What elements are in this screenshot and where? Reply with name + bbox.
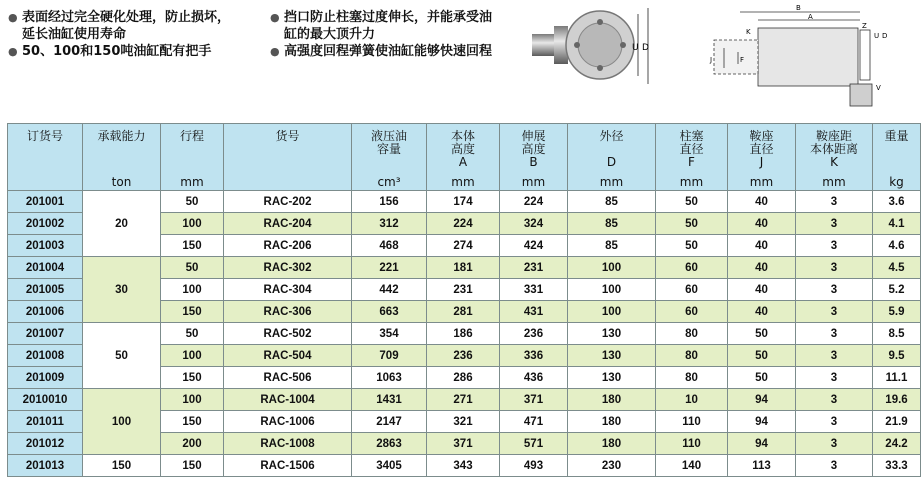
- cell-stroke: 150: [161, 301, 224, 323]
- cylinder-photo: [528, 6, 658, 94]
- cell-a: 281: [427, 301, 500, 323]
- column-header: [500, 124, 568, 191]
- column-header: [656, 124, 728, 191]
- order-number-cell: 201009: [8, 367, 83, 389]
- dim-label-j: J: [710, 56, 713, 64]
- order-number-cell: 201008: [8, 345, 83, 367]
- order-number-cell: 201004: [8, 257, 83, 279]
- cell-d: 100: [568, 257, 656, 279]
- table-header: [8, 124, 921, 191]
- cell-a: 236: [427, 345, 500, 367]
- feature-item: [270, 43, 492, 60]
- cell-a: 286: [427, 367, 500, 389]
- cell-j: 94: [728, 433, 796, 455]
- cell-kg: 5.2: [873, 279, 921, 301]
- cell-f: 50: [656, 213, 728, 235]
- dim-label-v: V: [876, 84, 881, 92]
- cell-model: RAC-304: [224, 279, 352, 301]
- cell-d: 100: [568, 279, 656, 301]
- cell-kg: 33.3: [873, 455, 921, 477]
- table-row: [8, 455, 921, 477]
- column-header-label: 订货号: [26, 129, 63, 143]
- column-header-unit: mm: [451, 175, 475, 189]
- cell-k: 3: [796, 455, 873, 477]
- cell-model: RAC-302: [224, 257, 352, 279]
- table-body: [8, 191, 921, 477]
- column-header-unit: [8, 176, 82, 189]
- dimension-drawing: [700, 0, 896, 110]
- cell-d: 85: [568, 191, 656, 213]
- cell-k: 3: [796, 367, 873, 389]
- cell-f: 10: [656, 389, 728, 411]
- cell-f: 50: [656, 235, 728, 257]
- column-header: [8, 124, 83, 191]
- column-header-label: 柱塞 直径 F: [679, 129, 704, 169]
- cell-kg: 4.1: [873, 213, 921, 235]
- column-header-unit: [224, 176, 351, 189]
- feature-item-continued: [8, 26, 230, 43]
- cell-stroke: 100: [161, 213, 224, 235]
- order-number-cell: 201002: [8, 213, 83, 235]
- cell-kg: 9.5: [873, 345, 921, 367]
- cell-oil: 221: [352, 257, 427, 279]
- cell-f: 80: [656, 367, 728, 389]
- cell-f: 50: [656, 191, 728, 213]
- order-number-cell: 201013: [8, 455, 83, 477]
- order-number-cell: 201007: [8, 323, 83, 345]
- cell-oil: 2147: [352, 411, 427, 433]
- cell-a: 231: [427, 279, 500, 301]
- cell-d: 180: [568, 389, 656, 411]
- cell-j: 113: [728, 455, 796, 477]
- column-header-label: 伸展 高度 B: [521, 129, 546, 169]
- cell-stroke: 100: [161, 389, 224, 411]
- cell-a: 174: [427, 191, 500, 213]
- cell-b: 236: [500, 323, 568, 345]
- column-header-unit: kg: [889, 175, 904, 189]
- cell-f: 110: [656, 433, 728, 455]
- cell-a: 224: [427, 213, 500, 235]
- capacity-cell: 100: [83, 389, 161, 455]
- cell-k: 3: [796, 235, 873, 257]
- dim-label-d: D: [882, 32, 888, 40]
- cell-d: 85: [568, 213, 656, 235]
- cell-d: 180: [568, 433, 656, 455]
- cell-b: 424: [500, 235, 568, 257]
- cell-b: 493: [500, 455, 568, 477]
- column-header: [796, 124, 873, 191]
- order-number-cell: 2010010: [8, 389, 83, 411]
- cell-k: 3: [796, 257, 873, 279]
- feature-text: 表面经过完全硬化处理，防止损坏，: [22, 10, 231, 25]
- feature-item: [8, 43, 230, 60]
- cell-stroke: 100: [161, 279, 224, 301]
- order-number-cell: 201005: [8, 279, 83, 301]
- cell-b: 371: [500, 389, 568, 411]
- capacity-cell: 30: [83, 257, 161, 323]
- cell-k: 3: [796, 389, 873, 411]
- column-header: [83, 124, 161, 191]
- cell-kg: 21.9: [873, 411, 921, 433]
- column-header: [352, 124, 427, 191]
- cell-j: 40: [728, 301, 796, 323]
- spec-table: [7, 123, 921, 477]
- cell-d: 130: [568, 345, 656, 367]
- cell-model: RAC-1506: [224, 455, 352, 477]
- cell-j: 40: [728, 257, 796, 279]
- dim-label-d: D: [642, 43, 649, 53]
- feature-text: 50、100和150吨油缸配有把手: [22, 44, 212, 59]
- cell-kg: 11.1: [873, 367, 921, 389]
- feature-item-continued: [270, 26, 492, 43]
- cell-j: 94: [728, 411, 796, 433]
- cell-oil: 663: [352, 301, 427, 323]
- feature-list-left: [8, 9, 230, 60]
- cell-b: 331: [500, 279, 568, 301]
- cell-model: RAC-306: [224, 301, 352, 323]
- column-header-label: 本体 高度 A: [450, 129, 475, 169]
- cell-a: 271: [427, 389, 500, 411]
- cell-f: 140: [656, 455, 728, 477]
- cell-oil: 156: [352, 191, 427, 213]
- dim-label-z: Z: [862, 22, 867, 30]
- cell-d: 180: [568, 411, 656, 433]
- column-header-unit: mm: [521, 175, 546, 189]
- cell-model: RAC-506: [224, 367, 352, 389]
- cell-kg: 24.2: [873, 433, 921, 455]
- cell-model: RAC-502: [224, 323, 352, 345]
- bullet-icon: ●: [270, 45, 280, 58]
- column-header-label: 货号: [275, 129, 300, 143]
- feature-text: 缸的最大顶升力: [284, 27, 376, 42]
- column-header-label: 承载能力: [97, 129, 146, 143]
- capacity-cell: 20: [83, 191, 161, 257]
- feature-text: 挡口防止柱塞过度伸长，并能承受油: [284, 10, 493, 25]
- capacity-cell: 150: [83, 455, 161, 477]
- cell-f: 80: [656, 323, 728, 345]
- cell-b: 224: [500, 191, 568, 213]
- cell-stroke: 100: [161, 345, 224, 367]
- cell-model: RAC-504: [224, 345, 352, 367]
- order-number-cell: 201012: [8, 433, 83, 455]
- cell-f: 60: [656, 257, 728, 279]
- dim-label-k: K: [746, 28, 751, 36]
- order-number-cell: 201006: [8, 301, 83, 323]
- cell-k: 3: [796, 279, 873, 301]
- capacity-cell: 50: [83, 323, 161, 389]
- cell-stroke: 150: [161, 235, 224, 257]
- column-header-label: 鞍座距 本体距离 K: [809, 129, 858, 169]
- column-header-label: 重量: [884, 129, 909, 143]
- cell-b: 324: [500, 213, 568, 235]
- cell-j: 94: [728, 389, 796, 411]
- column-header-unit: mm: [180, 175, 204, 189]
- bullet-icon: ●: [8, 45, 18, 58]
- table-row: [8, 191, 921, 213]
- cell-f: 80: [656, 345, 728, 367]
- column-header: [568, 124, 656, 191]
- cell-kg: 4.5: [873, 257, 921, 279]
- cell-k: 3: [796, 191, 873, 213]
- cell-d: 85: [568, 235, 656, 257]
- column-header: [728, 124, 796, 191]
- cell-a: 186: [427, 323, 500, 345]
- cell-stroke: 200: [161, 433, 224, 455]
- cell-oil: 1063: [352, 367, 427, 389]
- table-row: [8, 389, 921, 411]
- cell-a: 181: [427, 257, 500, 279]
- cell-kg: 8.5: [873, 323, 921, 345]
- cell-d: 130: [568, 367, 656, 389]
- cell-oil: 1431: [352, 389, 427, 411]
- bullet-icon: ●: [8, 11, 18, 24]
- cell-d: 130: [568, 323, 656, 345]
- cell-k: 3: [796, 301, 873, 323]
- cell-model: RAC-202: [224, 191, 352, 213]
- cell-oil: 442: [352, 279, 427, 301]
- cell-oil: 2863: [352, 433, 427, 455]
- cell-oil: 709: [352, 345, 427, 367]
- column-header: [224, 124, 352, 191]
- table-row: [8, 323, 921, 345]
- cell-kg: 3.6: [873, 191, 921, 213]
- feature-item: [8, 9, 230, 26]
- cell-f: 60: [656, 279, 728, 301]
- table-row: [8, 257, 921, 279]
- cell-a: 321: [427, 411, 500, 433]
- cell-j: 50: [728, 323, 796, 345]
- column-header-unit: mm: [822, 175, 846, 189]
- cell-stroke: 50: [161, 323, 224, 345]
- cell-b: 436: [500, 367, 568, 389]
- cell-k: 3: [796, 411, 873, 433]
- cell-b: 431: [500, 301, 568, 323]
- cell-j: 50: [728, 367, 796, 389]
- cell-b: 471: [500, 411, 568, 433]
- column-header: [427, 124, 500, 191]
- column-header-unit: cm³: [377, 175, 401, 189]
- cell-a: 371: [427, 433, 500, 455]
- order-number-cell: 201011: [8, 411, 83, 433]
- cell-model: RAC-204: [224, 213, 352, 235]
- cell-f: 60: [656, 301, 728, 323]
- cell-oil: 468: [352, 235, 427, 257]
- dim-label-f: F: [740, 56, 745, 64]
- cell-j: 50: [728, 345, 796, 367]
- column-header-label: 行程: [179, 129, 204, 143]
- cell-f: 110: [656, 411, 728, 433]
- cell-kg: 5.9: [873, 301, 921, 323]
- column-header-label: 外径 D: [599, 129, 624, 169]
- column-header: [161, 124, 224, 191]
- dim-label-u: U: [874, 32, 880, 40]
- feature-item: [270, 9, 492, 26]
- cell-j: 40: [728, 191, 796, 213]
- column-header-unit: ton: [111, 175, 132, 189]
- plunger-face: [578, 23, 622, 67]
- cell-d: 230: [568, 455, 656, 477]
- cell-k: 3: [796, 433, 873, 455]
- cell-model: RAC-1006: [224, 411, 352, 433]
- cell-model: RAC-206: [224, 235, 352, 257]
- cell-b: 231: [500, 257, 568, 279]
- cell-a: 274: [427, 235, 500, 257]
- order-number-cell: 201001: [8, 191, 83, 213]
- dim-label-u: U: [632, 43, 639, 53]
- feature-text: 延长油缸使用寿命: [22, 27, 127, 42]
- cell-stroke: 150: [161, 367, 224, 389]
- column-header-unit: mm: [749, 175, 774, 189]
- cell-j: 40: [728, 279, 796, 301]
- cell-j: 40: [728, 235, 796, 257]
- cell-k: 3: [796, 345, 873, 367]
- cell-oil: 3405: [352, 455, 427, 477]
- column-header-label: 鞍座 直径 J: [749, 129, 774, 169]
- cell-stroke: 50: [161, 191, 224, 213]
- cell-b: 336: [500, 345, 568, 367]
- feature-text: 高强度回程弹簧使油缸能够快速回程: [284, 44, 493, 59]
- column-header: [873, 124, 921, 191]
- cell-stroke: 150: [161, 411, 224, 433]
- cell-kg: 4.6: [873, 235, 921, 257]
- cell-b: 571: [500, 433, 568, 455]
- dim-label-b: B: [796, 4, 801, 12]
- column-header-label: 液压油 容量: [370, 129, 407, 156]
- cell-j: 40: [728, 213, 796, 235]
- cell-kg: 19.6: [873, 389, 921, 411]
- cell-d: 100: [568, 301, 656, 323]
- cell-k: 3: [796, 213, 873, 235]
- cell-a: 343: [427, 455, 500, 477]
- dim-label-a: A: [808, 13, 813, 21]
- cell-model: RAC-1008: [224, 433, 352, 455]
- cell-model: RAC-1004: [224, 389, 352, 411]
- header-row: [8, 124, 921, 191]
- column-header-unit: mm: [599, 175, 624, 189]
- cell-oil: 354: [352, 323, 427, 345]
- cell-stroke: 150: [161, 455, 224, 477]
- feature-list-right: [270, 9, 492, 60]
- bullet-icon: ●: [270, 11, 280, 24]
- order-number-cell: 201003: [8, 235, 83, 257]
- cell-stroke: 50: [161, 257, 224, 279]
- cell-oil: 312: [352, 213, 427, 235]
- cell-k: 3: [796, 323, 873, 345]
- column-header-unit: mm: [679, 175, 704, 189]
